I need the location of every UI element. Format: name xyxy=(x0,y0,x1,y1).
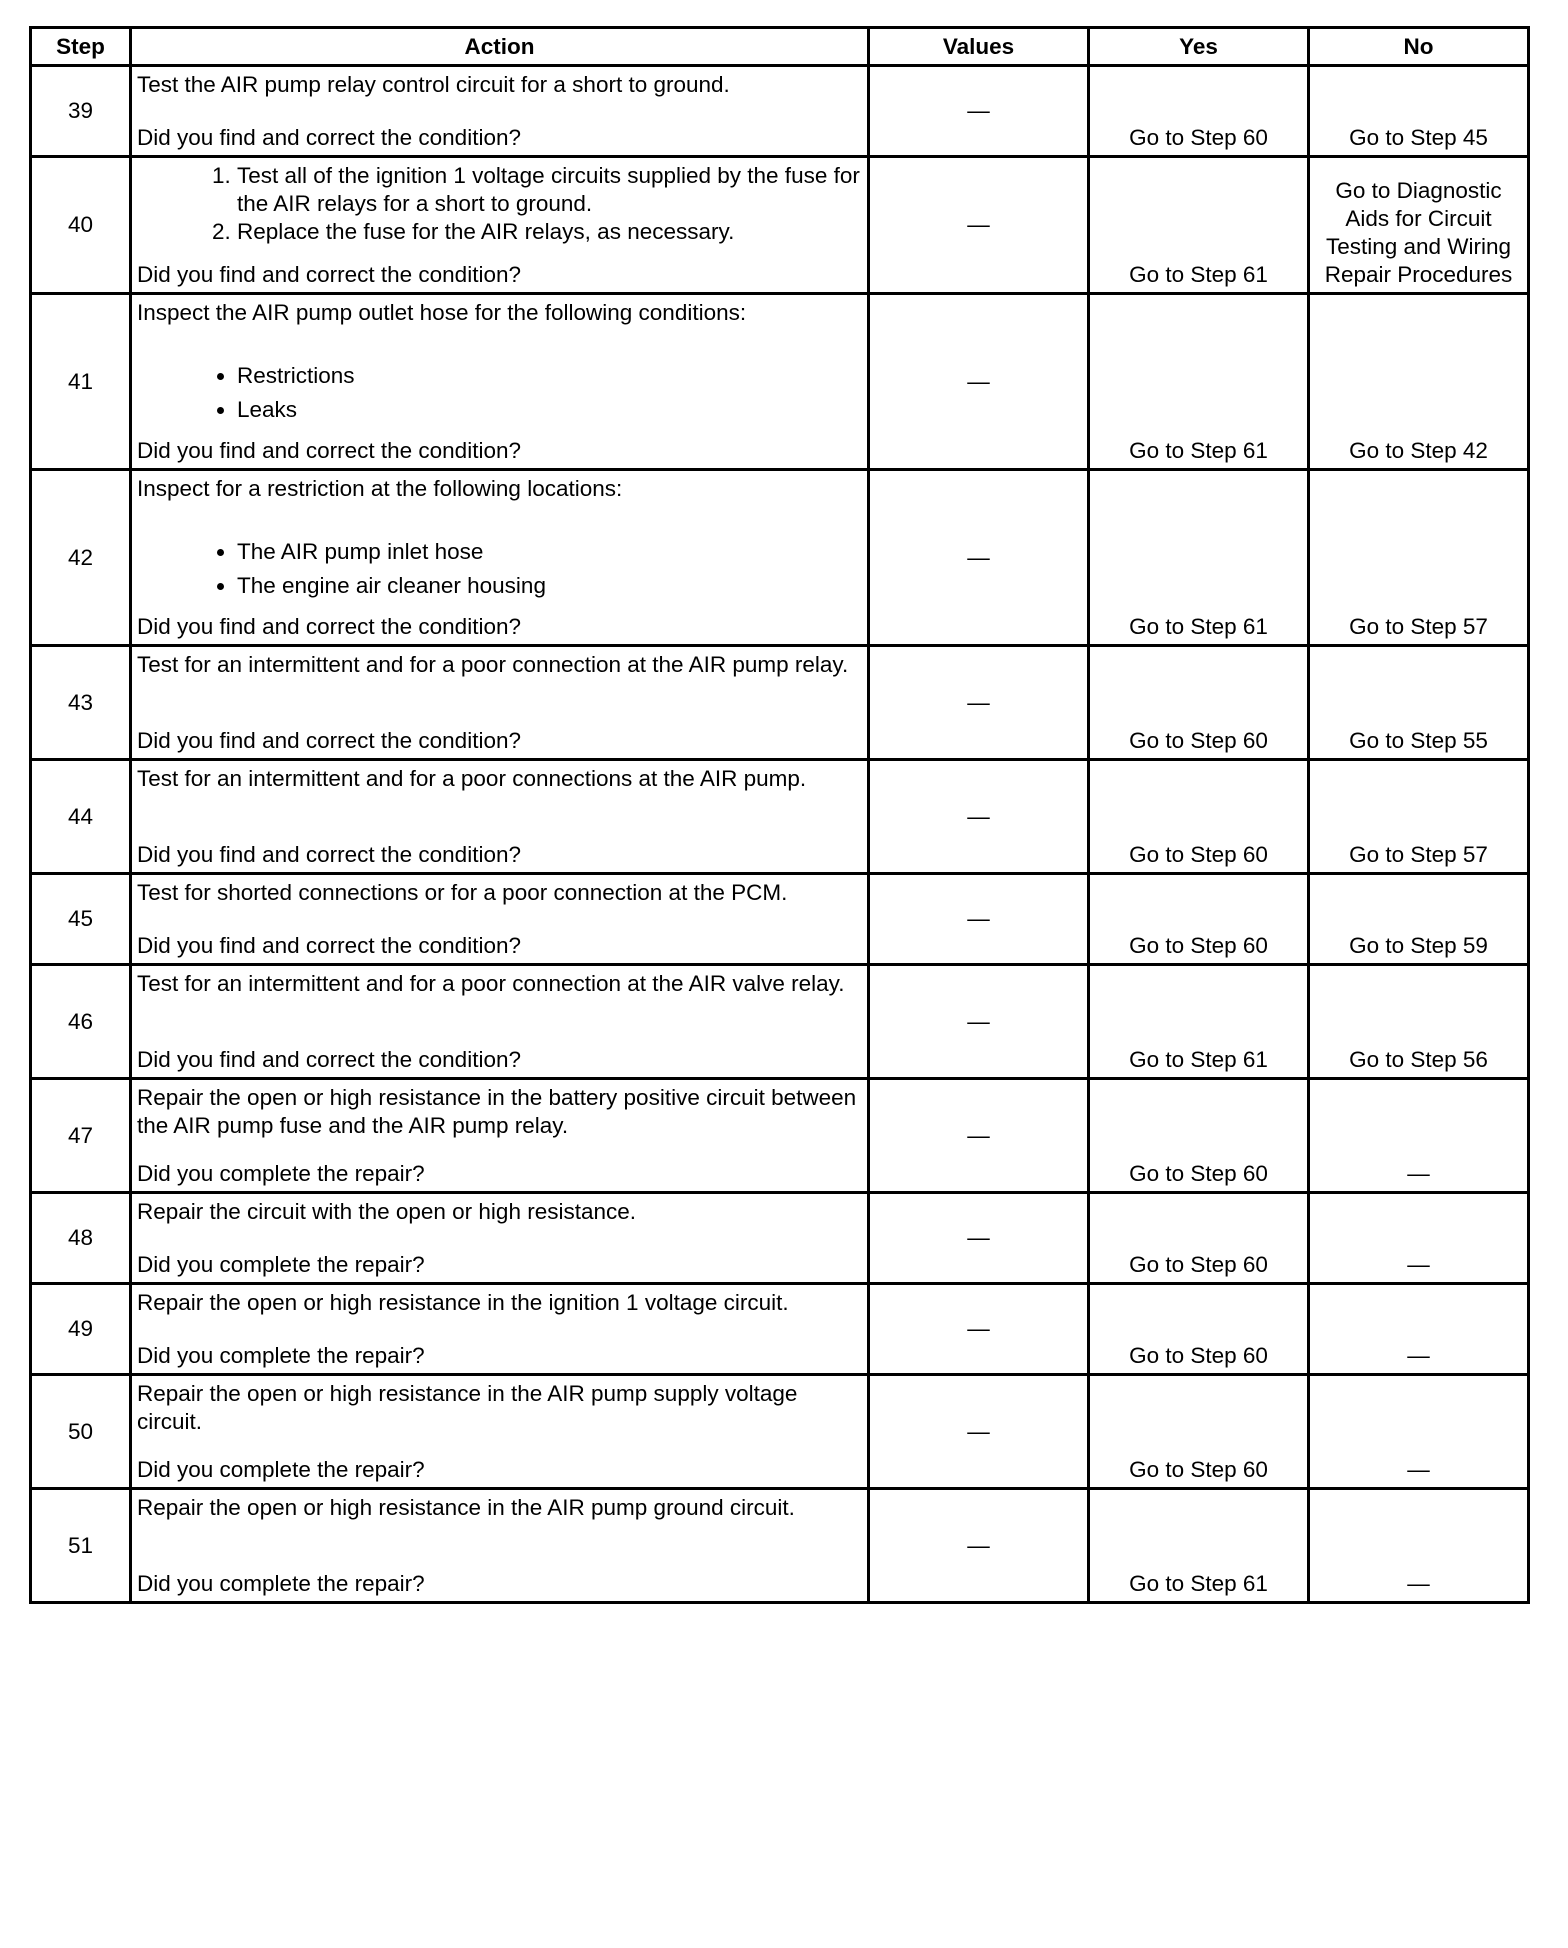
no-cell xyxy=(1309,646,1529,760)
yes-cell xyxy=(1089,1489,1309,1603)
yes-cell xyxy=(1089,965,1309,1079)
action-question: Did you find and correct the condition? xyxy=(137,438,521,463)
action-content xyxy=(132,761,867,872)
table-row xyxy=(31,1489,1529,1603)
action-instructions xyxy=(137,651,861,679)
table-row xyxy=(31,760,1529,874)
bullet-item: • Leaks xyxy=(237,393,861,427)
no-answer: Go to Step 42 xyxy=(1349,438,1488,463)
no-answer: Go to Step 59 xyxy=(1349,933,1488,958)
action-content xyxy=(132,295,867,468)
step-number: 42 xyxy=(31,470,131,646)
no-answer: Go to Step 55 xyxy=(1349,728,1488,753)
values-cell: — xyxy=(869,1079,1089,1193)
step-number: 46 xyxy=(31,965,131,1079)
yes-cell xyxy=(1089,1375,1309,1489)
no-answer: — xyxy=(1407,1457,1430,1482)
step-number: 49 xyxy=(31,1284,131,1375)
action-instructions xyxy=(137,879,861,907)
bullet-item: • Restrictions xyxy=(237,359,861,393)
action-text: Inspect the AIR pump outlet hose for the following conditions: xyxy=(137,300,747,325)
table-body xyxy=(31,66,1529,1603)
action-instructions xyxy=(137,1198,861,1226)
yes-answer: Go to Step 60 xyxy=(1129,1252,1268,1277)
action-cell xyxy=(131,470,869,646)
values-cell: — xyxy=(869,470,1089,646)
values-cell: — xyxy=(869,1284,1089,1375)
yes-cell xyxy=(1089,470,1309,646)
yes-answer: Go to Step 61 xyxy=(1129,438,1268,463)
action-content xyxy=(132,1285,867,1373)
numbered-list xyxy=(137,162,861,246)
values-cell: — xyxy=(869,294,1089,470)
yes-cell xyxy=(1089,157,1309,294)
no-cell xyxy=(1309,66,1529,157)
step-number: 45 xyxy=(31,874,131,965)
step-number: 48 xyxy=(31,1193,131,1284)
yes-answer: Go to Step 60 xyxy=(1129,1161,1268,1186)
table-row xyxy=(31,470,1529,646)
bullet-item: • The AIR pump inlet hose xyxy=(237,535,861,569)
values-cell: — xyxy=(869,760,1089,874)
action-question: Did you find and correct the condition? xyxy=(137,933,521,958)
table-row xyxy=(31,1079,1529,1193)
action-cell xyxy=(131,1284,869,1375)
values-cell: — xyxy=(869,965,1089,1079)
action-cell xyxy=(131,1489,869,1603)
action-text: Test the AIR pump relay control circuit for a short to ground. xyxy=(137,72,730,97)
table-row xyxy=(31,1284,1529,1375)
no-cell xyxy=(1309,1193,1529,1284)
table-row xyxy=(31,965,1529,1079)
no-answer: Go to Step 45 xyxy=(1349,125,1488,150)
action-content xyxy=(132,1376,867,1487)
no-answer: — xyxy=(1407,1571,1430,1596)
numbered-item: 1. Test all of the ignition 1 voltage circuits supplied by the fuse for the AIR relays for a short to ground. xyxy=(237,162,861,218)
yes-answer: Go to Step 60 xyxy=(1129,728,1268,753)
numbered-item: 2. Replace the fuse for the AIR relays, as necessary. xyxy=(237,218,861,246)
table-row xyxy=(31,294,1529,470)
action-text: Repair the open or high resistance in the AIR pump supply voltage circuit. xyxy=(137,1381,798,1434)
action-cell xyxy=(131,157,869,294)
header-values: Values xyxy=(869,28,1089,66)
action-text: Test for an intermittent and for a poor connection at the AIR pump relay. xyxy=(137,652,849,677)
values-cell: — xyxy=(869,1375,1089,1489)
no-answer: — xyxy=(1407,1161,1430,1186)
action-cell xyxy=(131,646,869,760)
yes-answer: Go to Step 60 xyxy=(1129,933,1268,958)
action-content xyxy=(132,471,867,644)
action-text: Test for an intermittent and for a poor connection at the AIR valve relay. xyxy=(137,971,845,996)
yes-answer: Go to Step 60 xyxy=(1129,1343,1268,1368)
action-content xyxy=(132,67,867,155)
yes-answer: Go to Step 60 xyxy=(1129,842,1268,867)
list-spacer xyxy=(137,503,861,535)
bullet-list xyxy=(137,535,861,603)
action-question: Did you complete the repair? xyxy=(137,1457,425,1482)
header-yes: Yes xyxy=(1089,28,1309,66)
no-answer: Go to Diagnostic Aids for Circuit Testing and Wiring Repair Procedures xyxy=(1324,178,1513,287)
step-number: 51 xyxy=(31,1489,131,1603)
yes-answer: Go to Step 60 xyxy=(1129,125,1268,150)
action-text: Repair the circuit with the open or high resistance. xyxy=(137,1199,637,1224)
no-cell xyxy=(1309,1284,1529,1375)
yes-cell xyxy=(1089,66,1309,157)
no-cell xyxy=(1309,157,1529,294)
action-text: Repair the open or high resistance in the AIR pump ground circuit. xyxy=(137,1495,795,1520)
values-cell: — xyxy=(869,1193,1089,1284)
action-text: Repair the open or high resistance in the battery positive circuit between the AIR pump fuse and the AIR pump relay. xyxy=(137,1085,857,1138)
step-number: 40 xyxy=(31,157,131,294)
yes-answer: Go to Step 61 xyxy=(1129,614,1268,639)
header-action: Action xyxy=(131,28,869,66)
no-answer: — xyxy=(1407,1343,1430,1368)
action-question: Did you complete the repair? xyxy=(137,1571,425,1596)
list-spacer xyxy=(137,327,861,359)
no-answer: Go to Step 56 xyxy=(1349,1047,1488,1072)
action-content xyxy=(132,966,867,1077)
action-cell xyxy=(131,874,869,965)
no-cell xyxy=(1309,1489,1529,1603)
no-answer: Go to Step 57 xyxy=(1349,614,1488,639)
table-row xyxy=(31,157,1529,294)
action-cell xyxy=(131,1375,869,1489)
values-cell: — xyxy=(869,1489,1089,1603)
action-text: Test for an intermittent and for a poor connections at the AIR pump. xyxy=(137,766,807,791)
header-row xyxy=(31,28,1529,66)
action-question: Did you find and correct the condition? xyxy=(137,262,521,287)
bullet-list xyxy=(137,359,861,427)
no-cell xyxy=(1309,760,1529,874)
values-cell: — xyxy=(869,874,1089,965)
values-cell: — xyxy=(869,646,1089,760)
action-cell xyxy=(131,965,869,1079)
yes-cell xyxy=(1089,1284,1309,1375)
no-cell xyxy=(1309,965,1529,1079)
no-cell xyxy=(1309,1375,1529,1489)
table-row xyxy=(31,66,1529,157)
action-instructions xyxy=(137,765,861,793)
yes-answer: Go to Step 60 xyxy=(1129,1457,1268,1482)
action-text: Repair the open or high resistance in the ignition 1 voltage circuit. xyxy=(137,1290,789,1315)
action-cell xyxy=(131,66,869,157)
action-content xyxy=(132,875,867,963)
step-number: 47 xyxy=(31,1079,131,1193)
no-answer: Go to Step 57 xyxy=(1349,842,1488,867)
action-text: Test for shorted connections or for a poor connection at the PCM. xyxy=(137,880,788,905)
action-question: Did you find and correct the condition? xyxy=(137,842,521,867)
action-cell xyxy=(131,1193,869,1284)
step-number: 50 xyxy=(31,1375,131,1489)
action-cell xyxy=(131,760,869,874)
no-answer: — xyxy=(1407,1252,1430,1277)
yes-cell xyxy=(1089,760,1309,874)
yes-cell xyxy=(1089,874,1309,965)
action-question: Did you complete the repair? xyxy=(137,1252,425,1277)
action-question: Did you complete the repair? xyxy=(137,1343,425,1368)
bullet-item: • The engine air cleaner housing xyxy=(237,569,861,603)
action-text: Inspect for a restriction at the following locations: xyxy=(137,476,623,501)
step-number: 41 xyxy=(31,294,131,470)
action-instructions xyxy=(137,475,861,603)
no-cell xyxy=(1309,470,1529,646)
values-cell: — xyxy=(869,66,1089,157)
step-number: 44 xyxy=(31,760,131,874)
action-instructions xyxy=(137,299,861,427)
values-cell: — xyxy=(869,157,1089,294)
table-row xyxy=(31,646,1529,760)
no-cell xyxy=(1309,1079,1529,1193)
table-row xyxy=(31,874,1529,965)
yes-cell xyxy=(1089,1079,1309,1193)
yes-answer: Go to Step 61 xyxy=(1129,262,1268,287)
action-question: Did you find and correct the condition? xyxy=(137,125,521,150)
action-content xyxy=(132,1490,867,1601)
action-instructions xyxy=(137,1494,861,1522)
action-content xyxy=(132,1080,867,1191)
action-instructions xyxy=(137,1380,861,1436)
action-instructions xyxy=(137,162,861,246)
action-cell xyxy=(131,294,869,470)
step-number: 43 xyxy=(31,646,131,760)
no-cell xyxy=(1309,874,1529,965)
header-step: Step xyxy=(31,28,131,66)
action-question: Did you find and correct the condition? xyxy=(137,614,521,639)
yes-cell xyxy=(1089,1193,1309,1284)
action-instructions xyxy=(137,71,861,99)
step-number: 39 xyxy=(31,66,131,157)
yes-cell xyxy=(1089,646,1309,760)
action-question: Did you find and correct the condition? xyxy=(137,1047,521,1072)
yes-answer: Go to Step 61 xyxy=(1129,1571,1268,1596)
yes-answer: Go to Step 61 xyxy=(1129,1047,1268,1072)
table-row xyxy=(31,1375,1529,1489)
action-cell xyxy=(131,1079,869,1193)
diagnostic-table xyxy=(29,26,1530,1604)
table-row xyxy=(31,1193,1529,1284)
action-instructions xyxy=(137,970,861,998)
yes-cell xyxy=(1089,294,1309,470)
action-question: Did you complete the repair? xyxy=(137,1161,425,1186)
action-content xyxy=(132,1194,867,1282)
header-no: No xyxy=(1309,28,1529,66)
action-content xyxy=(132,647,867,758)
action-content xyxy=(132,158,867,292)
action-question: Did you find and correct the condition? xyxy=(137,728,521,753)
action-instructions xyxy=(137,1084,861,1140)
no-cell xyxy=(1309,294,1529,470)
action-instructions xyxy=(137,1289,861,1317)
